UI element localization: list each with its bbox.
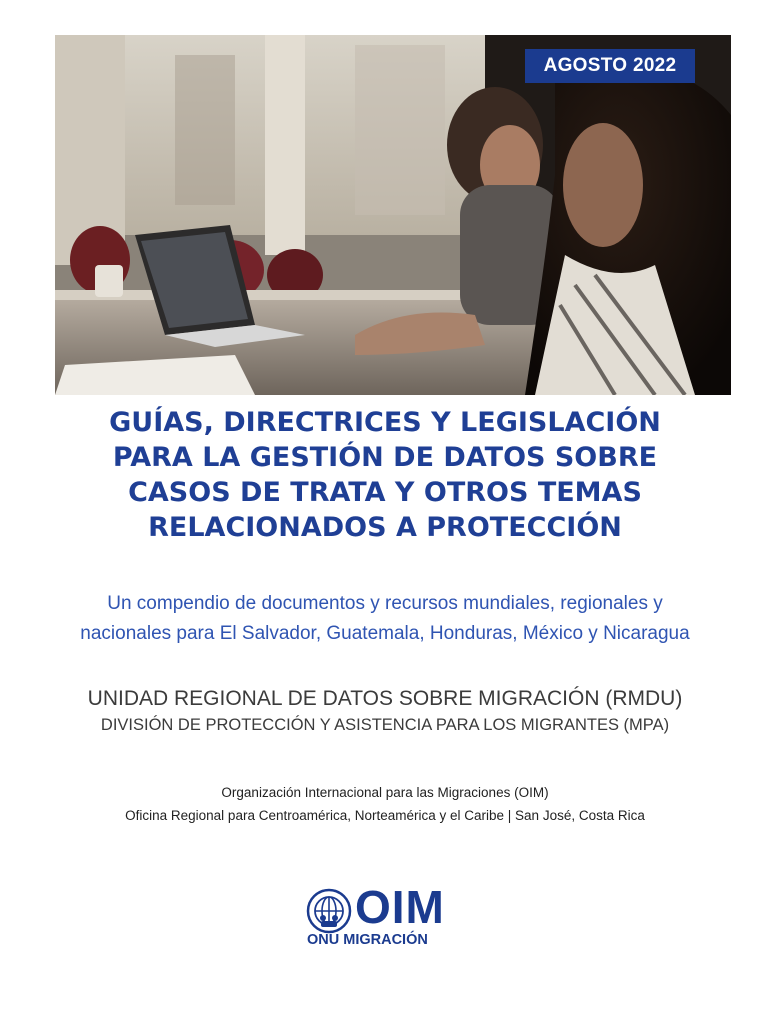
title-line: RELACIONADOS A PROTECCIÓN [148, 512, 622, 543]
regional-office: Oficina Regional para Centroamérica, Norteamérica y el Caribe | San José, Costa Rica [125, 808, 645, 823]
subtitle-line: nacionales para El Salvador, Guatemala, Honduras, México y Nicaragua [80, 623, 690, 644]
cover-photo [55, 35, 731, 395]
subtitle-line: Un compendio de documentos y recursos mundiales, regionales y [107, 593, 663, 614]
logo-tagline: ONU MIGRACIÓN [307, 932, 428, 948]
title-line: CASOS DE TRATA Y OTROS TEMAS [128, 477, 642, 508]
organization-name: Organización Internacional para las Migraciones (OIM) [221, 785, 549, 800]
unit-name: UNIDAD REGIONAL DE DATOS SOBRE MIGRACIÓN (RMDU) [87, 687, 683, 710]
oim-logo [305, 881, 470, 950]
title-line: GUÍAS, DIRECTRICES Y LEGISLACIÓN [109, 407, 661, 438]
date-badge: AGOSTO 2022 [525, 49, 695, 83]
office-scene-image [55, 35, 731, 395]
division-name: DIVISIÓN DE PROTECCIÓN Y ASISTENCIA PARA LOS MIGRANTES (MPA) [100, 716, 670, 734]
logo-acronym: OIM [355, 881, 445, 933]
title-line: PARA LA GESTIÓN DE DATOS SOBRE [112, 442, 658, 473]
un-emblem-icon [305, 888, 353, 934]
